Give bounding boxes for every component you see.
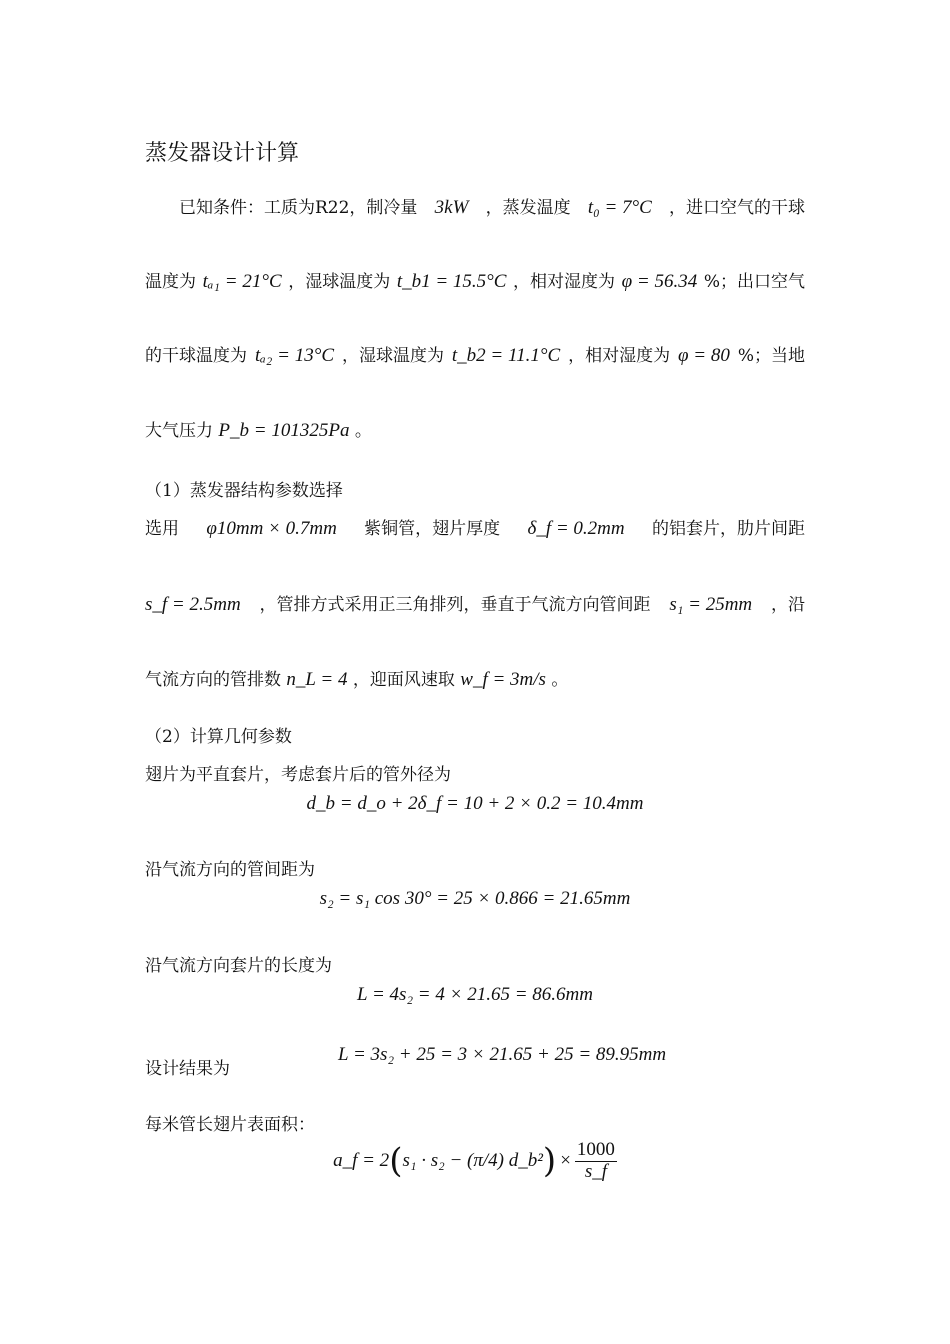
times-sign: × bbox=[560, 1150, 571, 1172]
math: tₐ₁ = 21°C bbox=[202, 271, 282, 292]
section-2-text-1: 翅片为平直套片，考虑套片后的管外径为 bbox=[145, 765, 451, 785]
text: 温度为 bbox=[145, 272, 196, 292]
text: ，沿 bbox=[770, 595, 805, 615]
section-2-text-3: 沿气流方向套片的长度为 bbox=[145, 956, 332, 976]
math: s₁ = 25mm bbox=[669, 594, 753, 615]
given-line-1 bbox=[145, 193, 805, 219]
text: 选用 bbox=[145, 519, 179, 539]
text: 大气压力 bbox=[145, 421, 213, 441]
equation-text: L = 3s₂ + 25 = 3 × 21.65 + 25 = 89.95mm bbox=[338, 1044, 667, 1065]
math: t₀ = 7°C bbox=[587, 197, 652, 218]
equation-inner: s₁ · s₂ − (π/4) d_b² bbox=[402, 1150, 543, 1172]
text: 气流方向的管排数 bbox=[145, 670, 281, 690]
equation-text: s₂ = s₁ cos 30° = 25 × 0.866 = 21.65mm bbox=[319, 888, 631, 909]
text: ，进口空气的干球 bbox=[669, 198, 805, 218]
text: ，迎面风速取 bbox=[352, 670, 455, 690]
text: 。 bbox=[354, 421, 372, 441]
equation-3 bbox=[145, 984, 805, 1006]
text: 的铝套片，肋片间距 bbox=[651, 519, 805, 539]
text: 的干球温度为 bbox=[145, 346, 247, 366]
text: %；当地 bbox=[737, 346, 805, 366]
section-2-text-4: 设计结果为 bbox=[145, 1059, 230, 1079]
equation-5 bbox=[145, 1140, 805, 1183]
section-2-text-2: 沿气流方向的管间距为 bbox=[145, 860, 315, 880]
section-1-line-3 bbox=[145, 665, 805, 691]
text: ，湿球温度为 bbox=[288, 272, 391, 292]
text: ，管排方式采用正三角排列，垂直于气流方向管间距 bbox=[259, 595, 651, 615]
section-1-line-2 bbox=[145, 590, 805, 616]
page-title: 蒸发器设计计算 bbox=[145, 141, 300, 166]
fraction bbox=[575, 1140, 617, 1183]
given-line-4 bbox=[145, 416, 805, 442]
section-1-heading: （1）蒸发器结构参数选择 bbox=[145, 481, 343, 501]
text: ，湿球温度为 bbox=[341, 346, 444, 366]
math: w_f = 3m/s bbox=[460, 669, 546, 690]
math: P_b = 101325Pa bbox=[218, 420, 350, 441]
math: s_f = 2.5mm bbox=[145, 594, 241, 615]
equation-text: d_b = d_o + 2δ_f = 10 + 2 × 0.2 = 10.4mm bbox=[306, 793, 644, 814]
equation-text: L = 4s₂ = 4 × 21.65 = 86.6mm bbox=[357, 984, 593, 1005]
math: t_b2 = 11.1°C bbox=[451, 345, 561, 366]
text: 已知条件：工质为R22，制冷量 bbox=[179, 198, 418, 218]
equation-1 bbox=[145, 793, 805, 815]
equation-lhs: a_f = 2 bbox=[333, 1150, 390, 1172]
text: 紫铜管，翅片厚度 bbox=[364, 519, 501, 539]
right-paren: ) bbox=[542, 1141, 557, 1182]
math: n_L = 4 bbox=[286, 669, 348, 690]
given-line-2 bbox=[145, 267, 805, 293]
text: %；出口空气 bbox=[703, 272, 805, 292]
fraction-denominator: s_f bbox=[584, 1160, 607, 1182]
math: 3kW bbox=[434, 197, 469, 218]
text: ，相对湿度为 bbox=[513, 272, 616, 292]
math: δ_f = 0.2mm bbox=[527, 518, 625, 539]
section-2-text-5: 每米管长翅片表面积： bbox=[145, 1115, 315, 1135]
given-line-3 bbox=[145, 341, 805, 367]
text: ，蒸发温度 bbox=[485, 198, 571, 218]
text: 。 bbox=[551, 670, 569, 690]
section-1-line-1 bbox=[145, 514, 805, 540]
math: tₐ₂ = 13°C bbox=[254, 345, 334, 366]
math: φ = 80 bbox=[678, 345, 730, 366]
equation-2 bbox=[145, 888, 805, 910]
fraction-numerator: 1000 bbox=[576, 1139, 615, 1160]
equation-4 bbox=[338, 1044, 758, 1066]
math: φ10mm × 0.7mm bbox=[206, 518, 337, 539]
section-2-heading: （2）计算几何参数 bbox=[145, 727, 292, 747]
math: φ = 56.34 bbox=[621, 271, 698, 292]
text: ，相对湿度为 bbox=[568, 346, 671, 366]
math: t_b1 = 15.5°C bbox=[396, 271, 507, 292]
left-paren: ( bbox=[389, 1141, 403, 1182]
